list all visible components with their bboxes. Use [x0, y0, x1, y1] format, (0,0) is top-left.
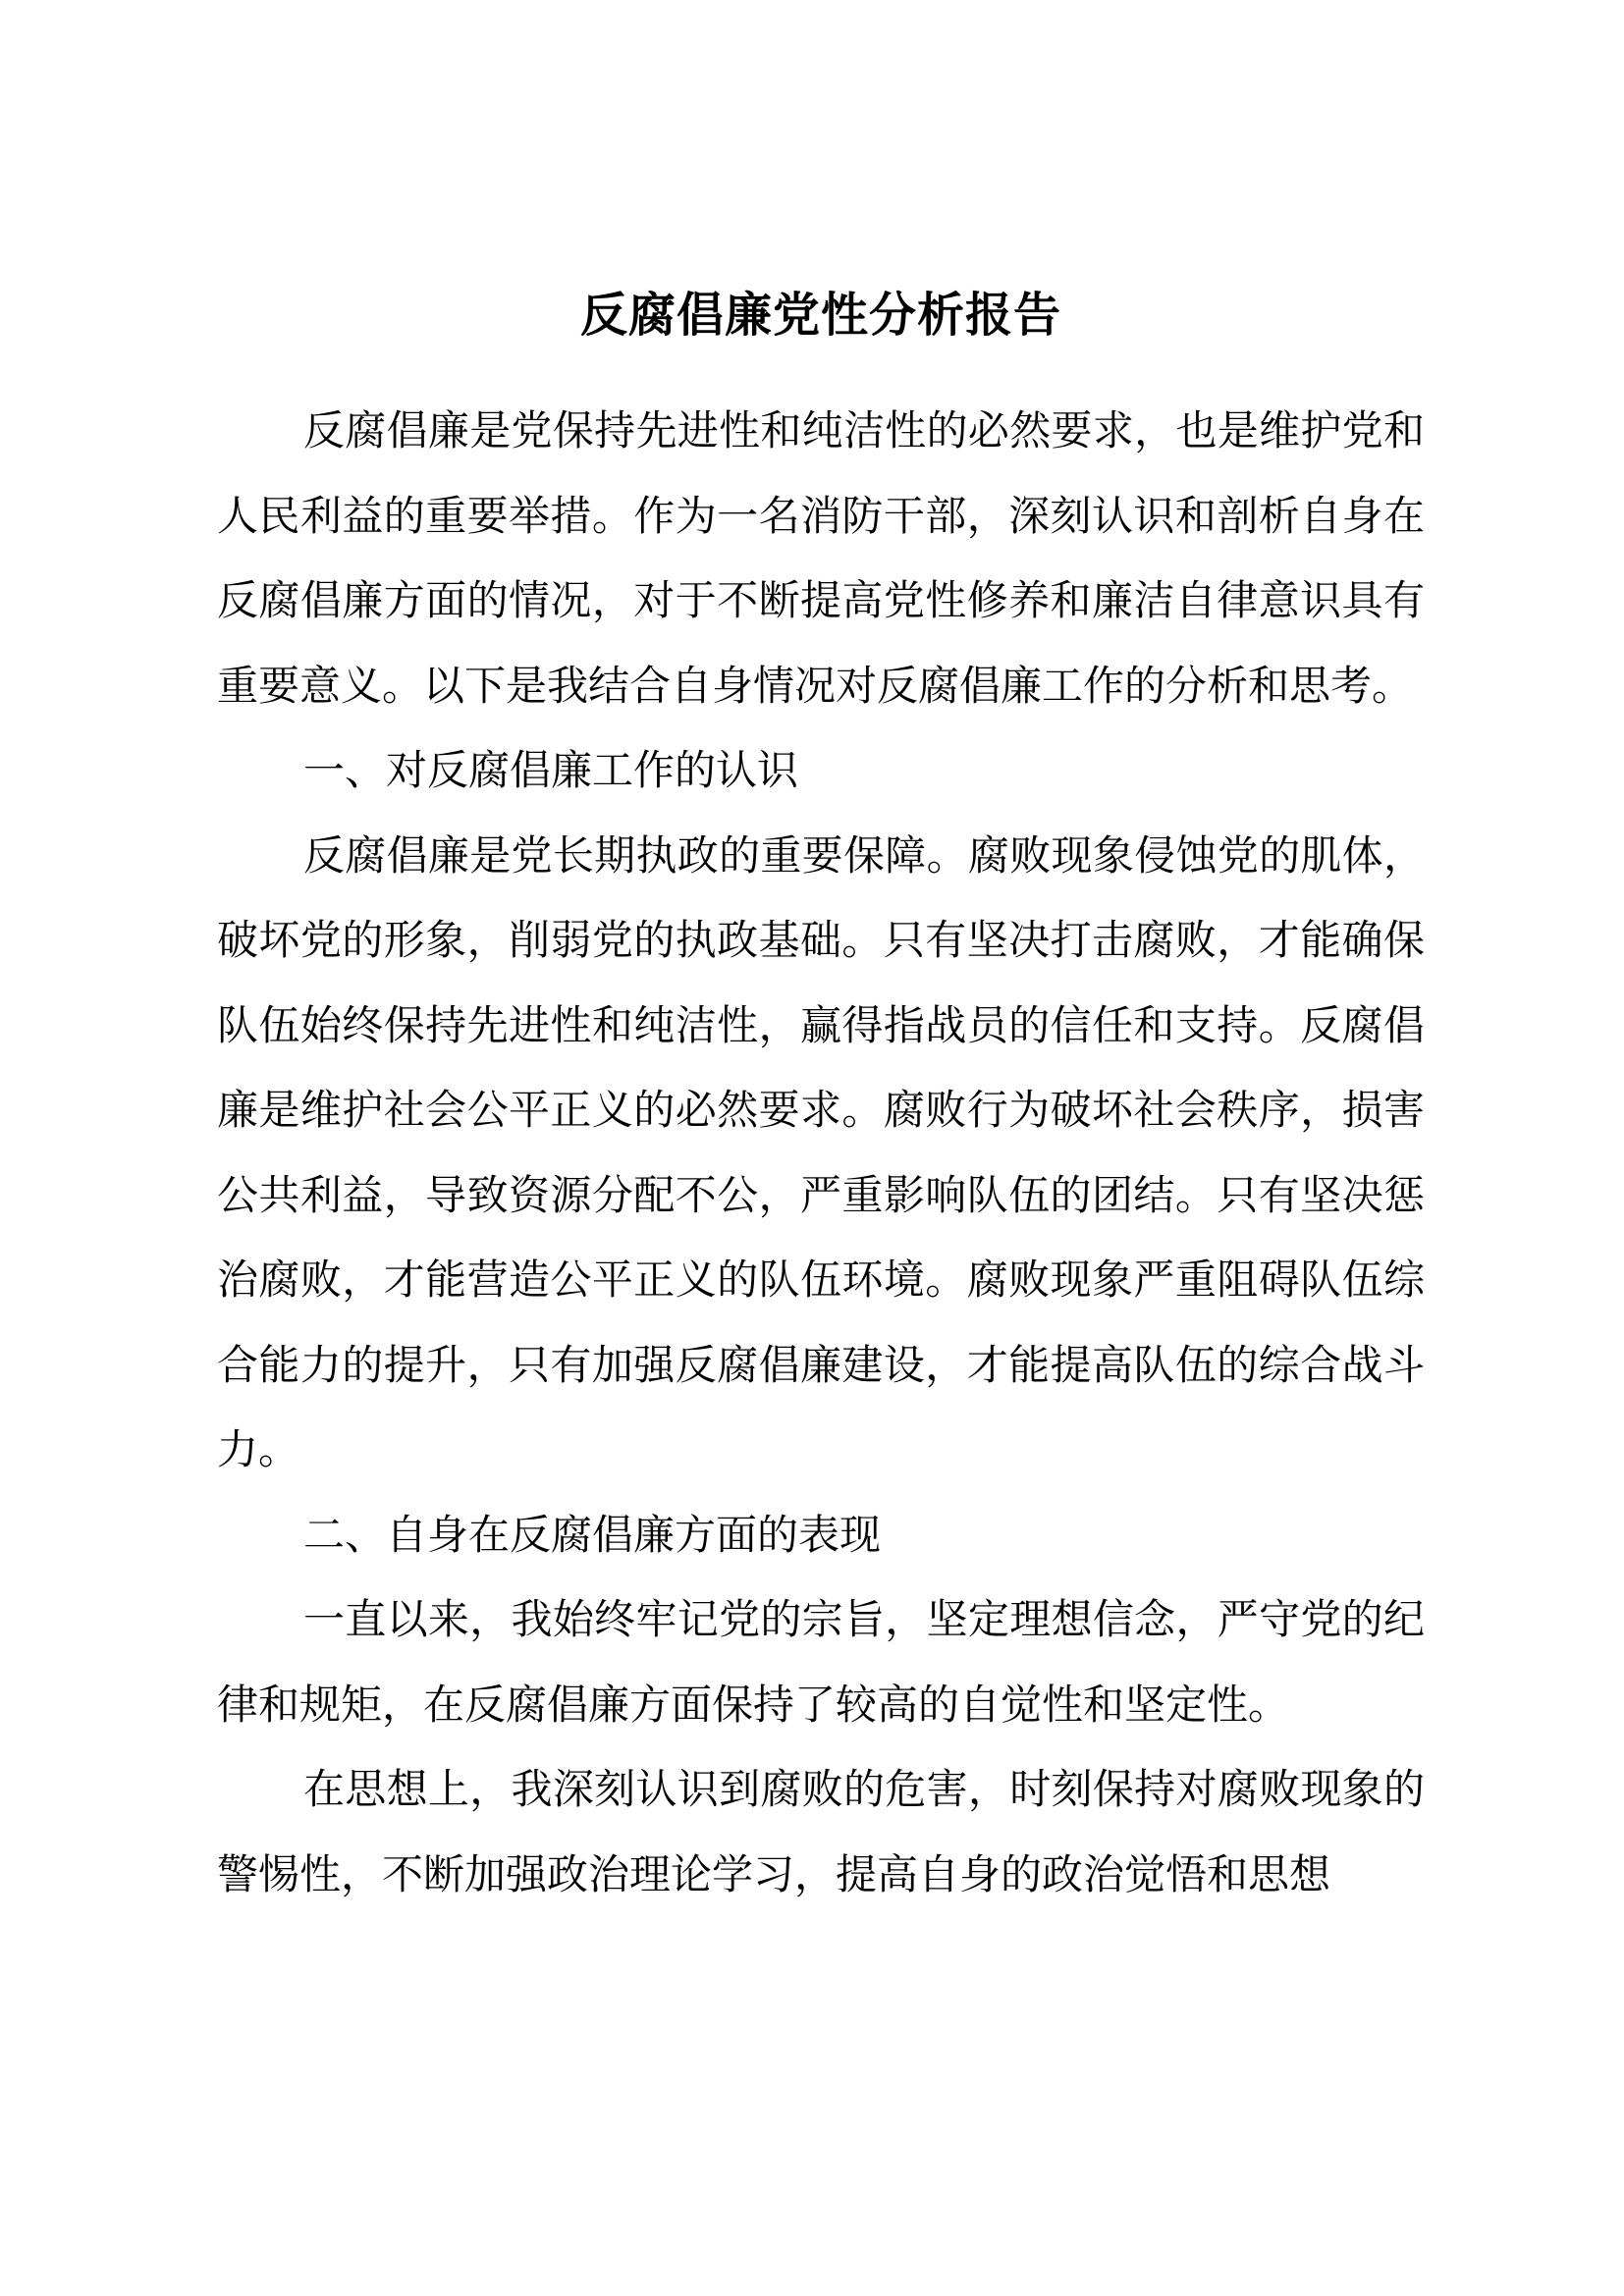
section-2-paragraph-2: 在思想上，我深刻认识到腐败的危害，时刻保持对腐败现象的警惕性，不断加强政治理论学习，提高自身的政治觉悟和思想	[217, 1765, 1425, 1898]
section-heading-1: 一、对反腐倡廉工作的认识	[303, 746, 799, 794]
section-heading-2: 二、自身在反腐倡廉方面的表现	[303, 1510, 882, 1559]
document-body	[217, 285, 1425, 1917]
intro-paragraph: 反腐倡廉是党保持先进性和纯洁性的必然要求，也是维护党和人民利益的重要举措。作为一名消防干部，深刻认识和剖析自身在反腐倡廉方面的情况，对于不断提高党性修养和廉洁自律意识具有重要意义。以下是我结合自身情况对反腐倡廉工作的分析和思考。	[217, 406, 1425, 710]
section-2-paragraph-1: 一直以来，我始终牢记党的宗旨，坚定理想信念，严守党的纪律和规矩，在反腐倡廉方面保持了较高的自觉性和坚定性。	[217, 1595, 1425, 1729]
section-1-paragraph: 反腐倡廉是党长期执政的重要保障。腐败现象侵蚀党的肌体，破坏党的形象，削弱党的执政基础。只有坚决打击腐败，才能确保队伍始终保持先进性和纯洁性，赢得指战员的信任和支持。反腐倡廉是维护社会公平正义的必然要求。腐败行为破坏社会秩序，损害公共利益，导致资源分配不公，严重影响队伍的团结。只有坚决惩治腐败，才能营造公平正义的队伍环境。腐败现象严重阻碍队伍综合能力的提升，只有加强反腐倡廉建设，才能提高队伍的综合战斗力。	[217, 830, 1425, 1473]
document-title: 反腐倡廉党性分析报告	[579, 288, 1061, 343]
